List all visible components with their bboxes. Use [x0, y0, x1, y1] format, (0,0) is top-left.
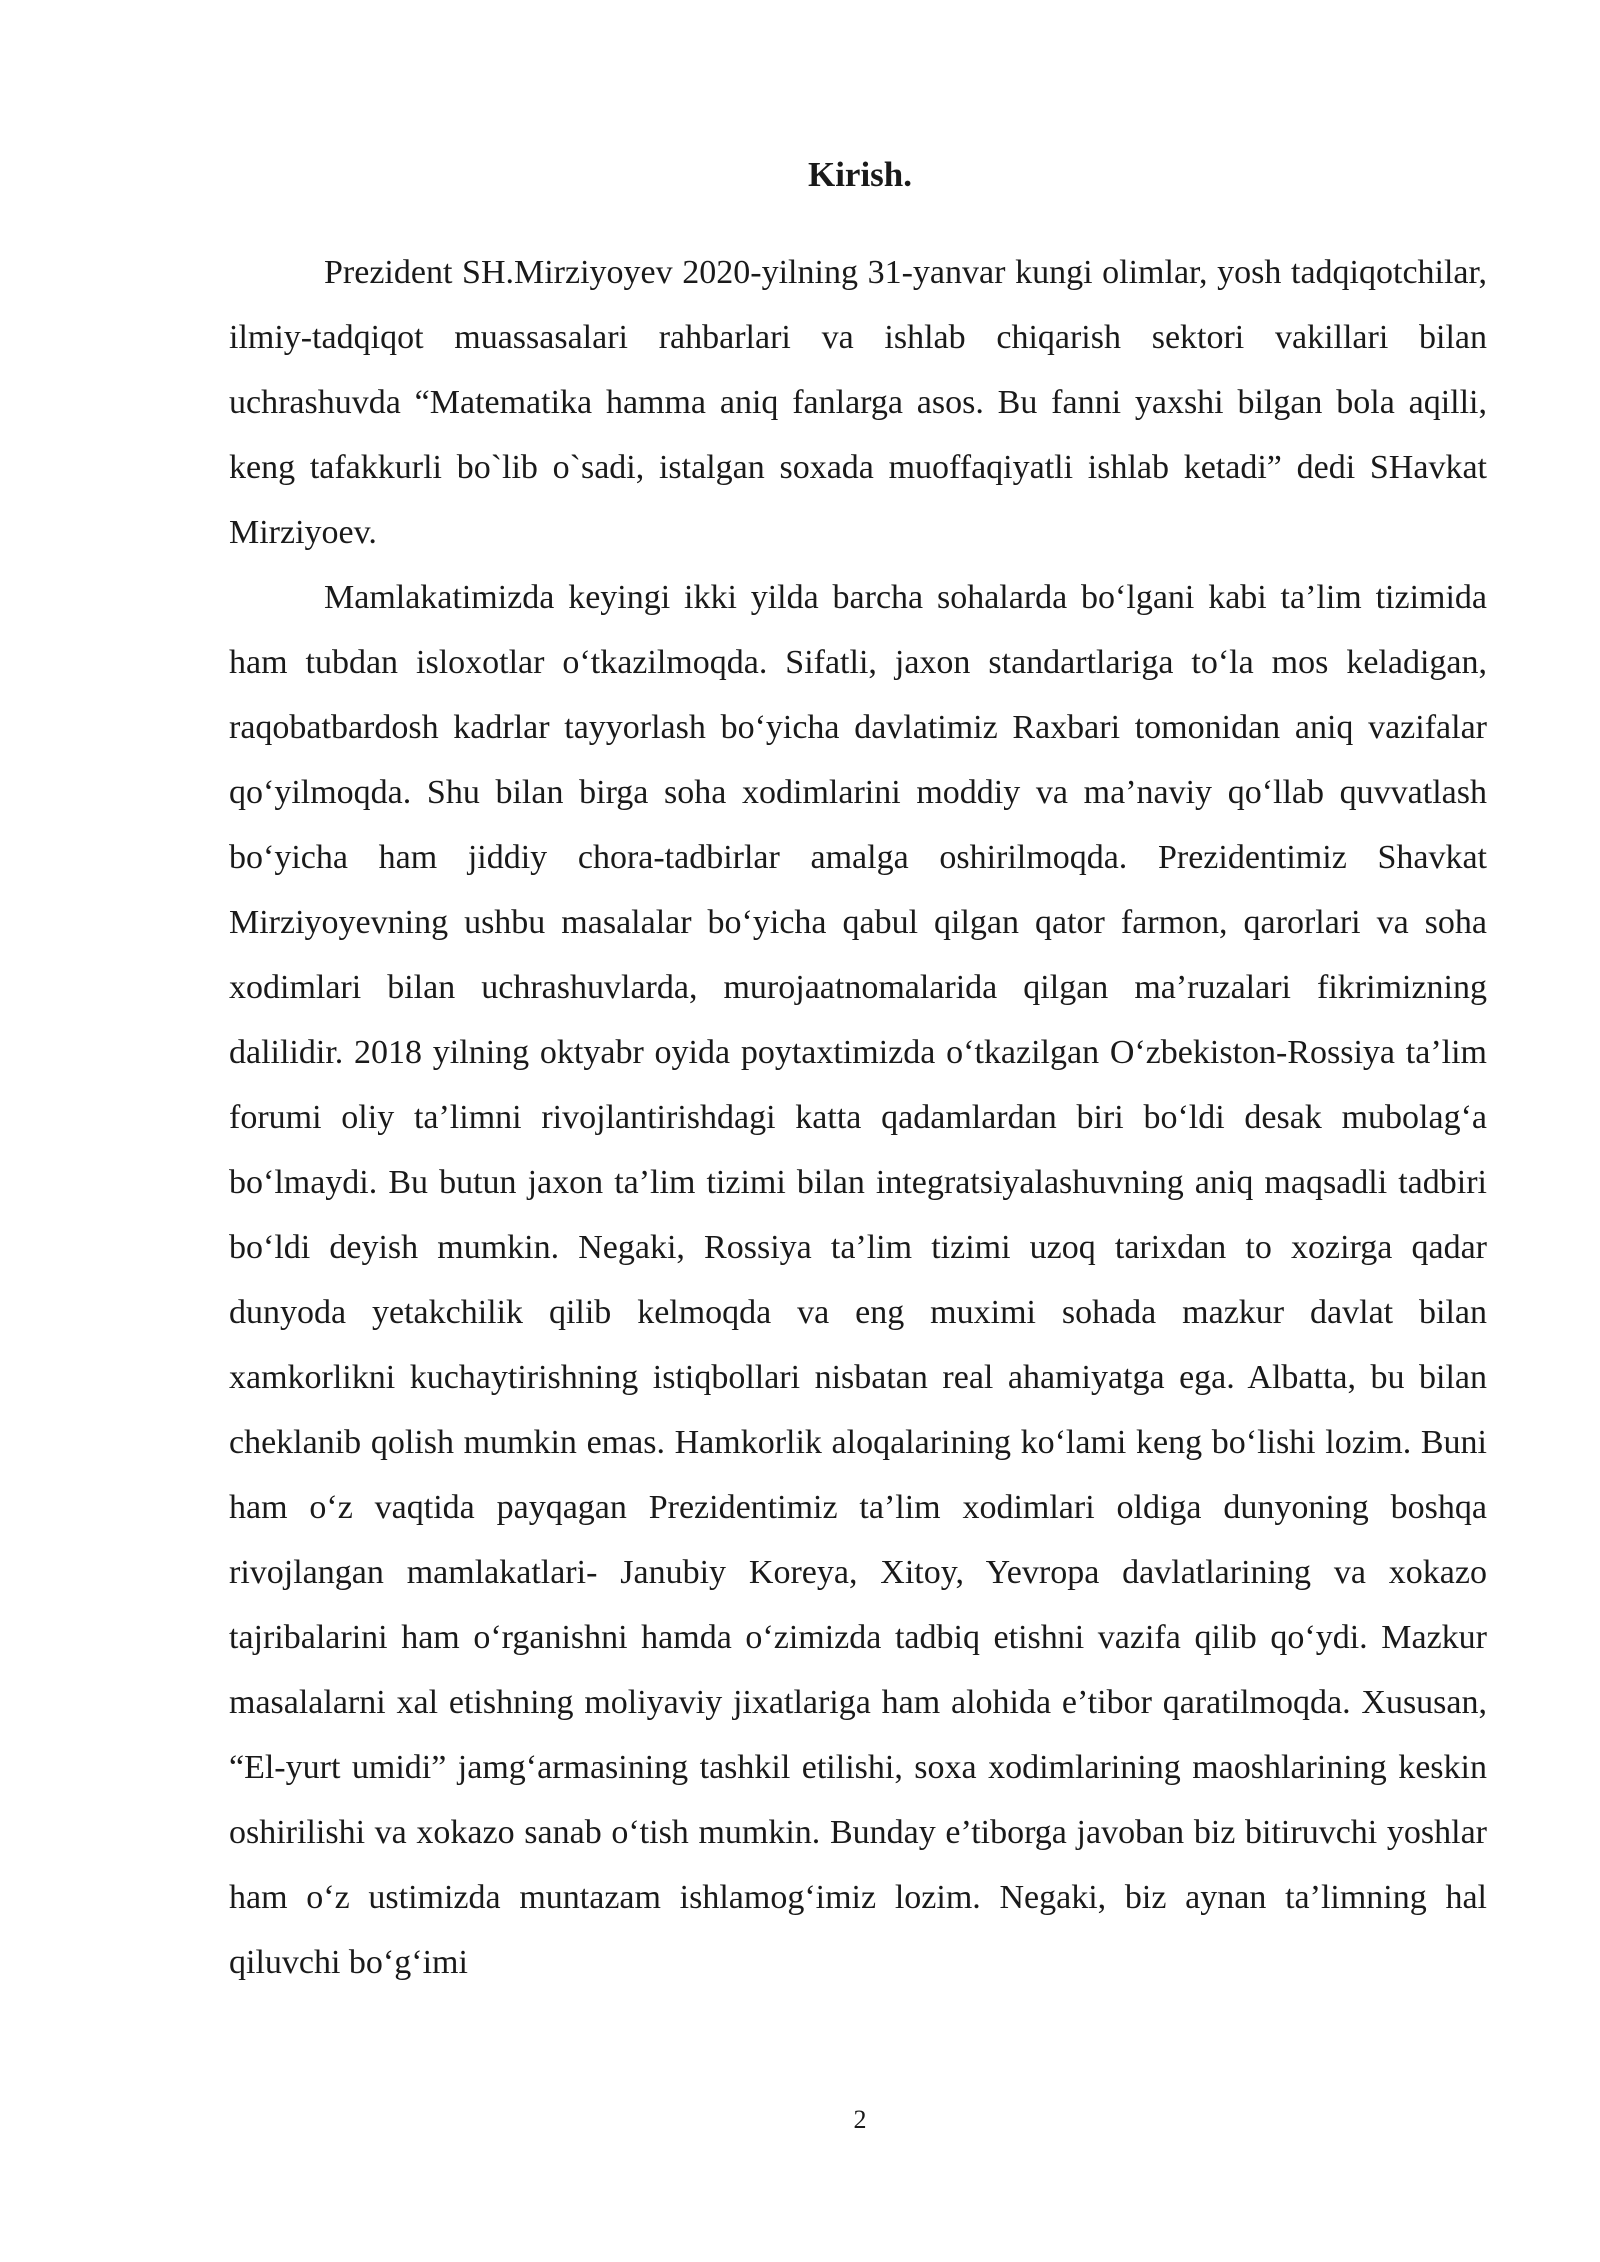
page-number: 2 — [853, 2105, 867, 2134]
paragraph-education-reforms: Mamlakatimizda keyingi ikki yilda barcha sohalarda bo‘lgani kabi ta’lim tizimida ham tubdan isloxotlar o‘tkazilmoqda. Sifatli, jaxon standartlariga to‘la mos keladigan, raqobatbardosh kadrlar tayyorlash bo‘yicha davlatimiz Raxbari tomonidan aniq vazifalar qo‘yilmoqda. Shu bilan birga soha xodimlarini moddiy va ma’naviy qo‘llab quvvatlash bo‘yicha ham jiddiy chora-tadbirlar amalga oshirilmoqda. Prezidentimiz Shavkat Mirziyoyevning ushbu masalalar bo‘yicha qabul qilgan qator farmon, qarorlari va soha xodimlari bilan uchrashuvlarda, murojaatnomalarida qilgan ma’ruzalari fikrimizning dalilidir. 2018 yilning oktyabr oyida poytaxtimizda o‘tkazilgan O‘zbekiston-Rossiya ta’lim forumi oliy ta’limni rivojlantirishdagi katta qadamlardan biri bo‘ldi desak mubolag‘a bo‘lmaydi. Bu butun jaxon ta’lim tizimi bilan integratsiyalashuvning aniq maqsadli tadbiri bo‘ldi deyish mumkin. Negaki, Rossiya ta’lim tizimi uzoq tarixdan to xozirga qadar dunyoda yetakchilik qilib kelmoqda va eng muximi sohada mazkur davlat bilan xamkorlikni kuchaytirishning istiqbollari nisbatan real ahamiyatga ega. Albatta, bu bilan cheklanib qolish mumkin emas. Hamkorlik aloqalarining ko‘lami keng bo‘lishi lozim. Buni ham o‘z vaqtida payqagan Prezidentimiz ta’lim xodimlari oldiga dunyoning boshqa rivojlangan mamlakatlari- Janubiy Koreya, Xitoy, Yevropa davlatlarining va xokazo tajribalarini ham o‘rganishni hamda o‘zimizda tadbiq etishni vazifa qilib qo‘ydi. Mazkur masalalarni xal etishning moliyaviy jixatlariga ham alohida e’tibor qaratilmoqda. Xususan, “El-yurt umidi” jamg‘armasining tashkil etilishi, soxa xodimlarining maoshlarining keskin oshirilishi va xokazo sanab o‘tish mumkin. Bunday e’tiborga javoban biz bitiruvchi yoshlar ham o‘z ustimizda muntazam ishlamog‘imiz lozim. Negaki, biz aynan ta’limning hal qiluvchi bo‘g‘imi — [229, 579, 1487, 1981]
paragraph-intro-quote: Prezident SH.Mirziyoyev 2020-yilning 31-yanvar kungi olimlar, yosh tadqiqotchilar, ilmiy-tadqiqot muassasalari rahbarlari va ishlab chiqarish sektori vakillari bilan uchrashuvda “Matematika hamma aniq fanlarga asos. Bu fanni yaxshi bilgan bola aqilli, keng tafakkurli bo`lib o`sadi, istalgan soxada muoffaqiyatli ishlab ketadi” dedi SHavkat Mirziyoev. — [229, 254, 1487, 551]
body-text — [229, 240, 1487, 1995]
section-heading: Kirish. — [807, 155, 913, 194]
